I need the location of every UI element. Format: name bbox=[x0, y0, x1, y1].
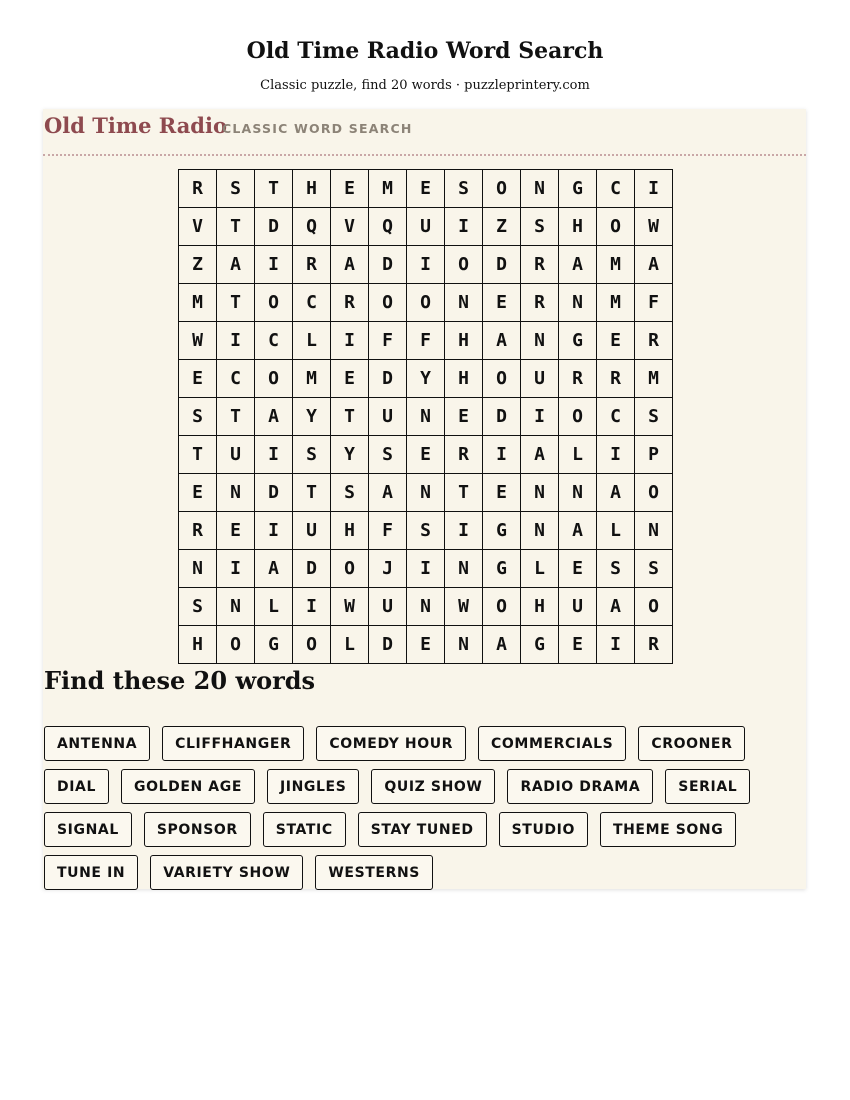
grid-cell[interactable]: H bbox=[521, 588, 559, 626]
grid-cell[interactable]: D bbox=[255, 208, 293, 246]
grid-cell[interactable]: F bbox=[407, 322, 445, 360]
grid-cell[interactable]: H bbox=[293, 170, 331, 208]
grid-cell[interactable]: U bbox=[217, 436, 255, 474]
grid-cell[interactable]: E bbox=[331, 360, 369, 398]
grid-cell[interactable]: V bbox=[179, 208, 217, 246]
grid-cell[interactable]: A bbox=[369, 474, 407, 512]
grid-cell[interactable]: S bbox=[521, 208, 559, 246]
puzzle-card bbox=[43, 109, 806, 889]
grid-cell[interactable]: R bbox=[293, 246, 331, 284]
word-chip: JINGLES bbox=[267, 769, 359, 804]
word-chip: SIGNAL bbox=[44, 812, 132, 847]
grid-cell[interactable]: M bbox=[179, 284, 217, 322]
word-chip: CLIFFHANGER bbox=[162, 726, 304, 761]
grid-cell[interactable]: S bbox=[217, 170, 255, 208]
grid-cell[interactable]: S bbox=[179, 398, 217, 436]
grid-cell[interactable]: R bbox=[331, 284, 369, 322]
brand-subtitle: CLASSIC WORD SEARCH bbox=[222, 121, 413, 136]
grid-cell[interactable]: D bbox=[483, 246, 521, 284]
grid-cell[interactable]: O bbox=[293, 626, 331, 664]
word-chip: STATIC bbox=[263, 812, 346, 847]
word-chip: CROONER bbox=[638, 726, 745, 761]
grid-cell[interactable]: Q bbox=[293, 208, 331, 246]
grid-cell[interactable]: I bbox=[483, 436, 521, 474]
grid-cell[interactable]: A bbox=[597, 588, 635, 626]
grid-cell[interactable]: D bbox=[369, 626, 407, 664]
word-chip: COMMERCIALS bbox=[478, 726, 626, 761]
grid-cell[interactable]: N bbox=[445, 284, 483, 322]
word-chip: SPONSOR bbox=[144, 812, 251, 847]
grid-cell[interactable]: E bbox=[407, 626, 445, 664]
grid-cell[interactable]: A bbox=[483, 322, 521, 360]
grid-cell[interactable]: N bbox=[521, 474, 559, 512]
letter-grid bbox=[178, 169, 673, 664]
grid-cell[interactable]: E bbox=[331, 170, 369, 208]
grid-cell[interactable]: I bbox=[331, 322, 369, 360]
grid-cell[interactable]: A bbox=[559, 512, 597, 550]
card-header bbox=[43, 109, 806, 156]
grid-cell[interactable]: W bbox=[331, 588, 369, 626]
grid-cell[interactable]: I bbox=[407, 550, 445, 588]
word-chip: GOLDEN AGE bbox=[121, 769, 255, 804]
grid-cell[interactable]: E bbox=[445, 398, 483, 436]
word-list-heading: Find these 20 words bbox=[44, 666, 316, 695]
grid-cell[interactable]: N bbox=[521, 170, 559, 208]
grid-cell[interactable]: M bbox=[597, 246, 635, 284]
grid-cell[interactable]: C bbox=[293, 284, 331, 322]
grid-cell[interactable]: T bbox=[293, 474, 331, 512]
grid-cell[interactable]: A bbox=[255, 550, 293, 588]
grid-cell[interactable]: L bbox=[559, 436, 597, 474]
grid-cell[interactable]: R bbox=[179, 170, 217, 208]
page-title: Old Time Radio Word Search bbox=[246, 38, 604, 64]
grid-cell[interactable]: I bbox=[597, 626, 635, 664]
grid-cell[interactable]: I bbox=[521, 398, 559, 436]
grid-cell[interactable]: R bbox=[635, 626, 673, 664]
grid-cell[interactable]: G bbox=[483, 512, 521, 550]
word-chip: VARIETY SHOW bbox=[150, 855, 303, 890]
word-chip: TUNE IN bbox=[44, 855, 138, 890]
grid-cell[interactable]: D bbox=[483, 398, 521, 436]
word-chip: DIAL bbox=[44, 769, 109, 804]
grid-cell[interactable]: Y bbox=[407, 360, 445, 398]
grid-cell[interactable]: A bbox=[597, 474, 635, 512]
grid-cell[interactable]: G bbox=[255, 626, 293, 664]
grid-cell[interactable]: D bbox=[369, 246, 407, 284]
grid-cell[interactable]: O bbox=[559, 398, 597, 436]
word-chip: COMEDY HOUR bbox=[316, 726, 466, 761]
grid-cell[interactable]: T bbox=[217, 398, 255, 436]
grid-cell[interactable]: S bbox=[369, 436, 407, 474]
grid-cell[interactable]: U bbox=[521, 360, 559, 398]
grid-cell[interactable]: I bbox=[255, 512, 293, 550]
word-chip: ANTENNA bbox=[44, 726, 150, 761]
grid-cell[interactable]: Q bbox=[369, 208, 407, 246]
grid-cell[interactable]: F bbox=[369, 512, 407, 550]
grid-cell[interactable]: E bbox=[407, 436, 445, 474]
grid-cell[interactable]: C bbox=[597, 398, 635, 436]
grid-cell[interactable]: O bbox=[407, 284, 445, 322]
grid-cell[interactable]: A bbox=[559, 246, 597, 284]
grid-cell[interactable]: E bbox=[483, 284, 521, 322]
grid-cell[interactable]: G bbox=[559, 322, 597, 360]
grid-cell[interactable]: I bbox=[255, 436, 293, 474]
grid-cell[interactable]: M bbox=[369, 170, 407, 208]
word-chip: THEME SONG bbox=[600, 812, 736, 847]
grid-cell[interactable]: E bbox=[559, 626, 597, 664]
grid-cell[interactable]: H bbox=[559, 208, 597, 246]
grid-cell[interactable]: I bbox=[445, 512, 483, 550]
grid-cell[interactable]: A bbox=[331, 246, 369, 284]
word-chip: WESTERNS bbox=[315, 855, 433, 890]
grid-cell[interactable]: O bbox=[217, 626, 255, 664]
grid-cell[interactable]: O bbox=[445, 246, 483, 284]
grid-cell[interactable]: P bbox=[635, 436, 673, 474]
grid-cell[interactable]: H bbox=[445, 322, 483, 360]
grid-cell[interactable]: A bbox=[483, 626, 521, 664]
grid-cell[interactable]: S bbox=[407, 512, 445, 550]
grid-cell[interactable]: R bbox=[521, 246, 559, 284]
grid-cell[interactable]: E bbox=[559, 550, 597, 588]
grid-cell[interactable]: L bbox=[255, 588, 293, 626]
grid-cell[interactable]: N bbox=[179, 550, 217, 588]
grid-cell[interactable]: M bbox=[597, 284, 635, 322]
grid-cell[interactable]: I bbox=[255, 246, 293, 284]
grid-cell[interactable]: S bbox=[635, 398, 673, 436]
grid-cell[interactable]: W bbox=[179, 322, 217, 360]
grid-cell[interactable]: H bbox=[179, 626, 217, 664]
grid-cell[interactable]: R bbox=[521, 284, 559, 322]
grid-cell[interactable]: I bbox=[217, 322, 255, 360]
grid-cell[interactable]: N bbox=[635, 512, 673, 550]
grid-cell[interactable]: R bbox=[445, 436, 483, 474]
grid-cell[interactable]: O bbox=[635, 474, 673, 512]
word-chip: STAY TUNED bbox=[358, 812, 487, 847]
grid-cell[interactable]: N bbox=[217, 474, 255, 512]
grid-cell[interactable]: U bbox=[293, 512, 331, 550]
grid-cell[interactable]: G bbox=[521, 626, 559, 664]
grid-cell[interactable]: W bbox=[445, 588, 483, 626]
grid-cell[interactable]: N bbox=[407, 398, 445, 436]
grid-cell[interactable]: R bbox=[635, 322, 673, 360]
word-chip: RADIO DRAMA bbox=[507, 769, 653, 804]
grid-cell[interactable]: T bbox=[255, 170, 293, 208]
grid-cell[interactable]: G bbox=[483, 550, 521, 588]
grid-cell[interactable]: J bbox=[369, 550, 407, 588]
grid-cell[interactable]: Z bbox=[483, 208, 521, 246]
grid-cell[interactable]: E bbox=[407, 170, 445, 208]
grid-cell[interactable]: L bbox=[521, 550, 559, 588]
word-chip: QUIZ SHOW bbox=[371, 769, 495, 804]
grid-cell[interactable]: Y bbox=[331, 436, 369, 474]
grid-cell[interactable]: T bbox=[217, 208, 255, 246]
grid-cell[interactable]: E bbox=[217, 512, 255, 550]
grid-cell[interactable]: D bbox=[369, 360, 407, 398]
grid-cell[interactable]: H bbox=[445, 360, 483, 398]
grid-cell[interactable]: I bbox=[635, 170, 673, 208]
word-list bbox=[44, 726, 804, 890]
grid-cell[interactable]: O bbox=[597, 208, 635, 246]
grid-cell[interactable]: S bbox=[293, 436, 331, 474]
word-chip: SERIAL bbox=[665, 769, 750, 804]
grid-cell[interactable]: I bbox=[597, 436, 635, 474]
grid-cell[interactable]: N bbox=[407, 474, 445, 512]
grid-cell[interactable]: O bbox=[635, 588, 673, 626]
grid-cell[interactable]: U bbox=[559, 588, 597, 626]
grid-cell[interactable]: C bbox=[217, 360, 255, 398]
grid-cell[interactable]: U bbox=[369, 588, 407, 626]
page-subtitle: Classic puzzle, find 20 words · puzzleprintery.com bbox=[260, 78, 590, 93]
grid-cell[interactable]: A bbox=[635, 246, 673, 284]
grid-cell[interactable]: F bbox=[635, 284, 673, 322]
grid-cell[interactable]: Y bbox=[293, 398, 331, 436]
grid-cell[interactable]: O bbox=[369, 284, 407, 322]
grid-cell[interactable]: A bbox=[255, 398, 293, 436]
grid-cell[interactable]: N bbox=[407, 588, 445, 626]
grid-cell[interactable]: S bbox=[445, 170, 483, 208]
grid-cell[interactable]: L bbox=[331, 626, 369, 664]
grid-cell[interactable]: A bbox=[217, 246, 255, 284]
grid-cell[interactable]: S bbox=[597, 550, 635, 588]
grid-cell[interactable]: C bbox=[597, 170, 635, 208]
grid-cell[interactable]: R bbox=[559, 360, 597, 398]
word-chip: STUDIO bbox=[499, 812, 588, 847]
grid-cell[interactable]: S bbox=[179, 588, 217, 626]
grid-cell[interactable]: N bbox=[445, 626, 483, 664]
grid-cell[interactable]: F bbox=[369, 322, 407, 360]
grid-cell[interactable]: T bbox=[331, 398, 369, 436]
grid-cell[interactable]: U bbox=[369, 398, 407, 436]
grid-cell[interactable]: W bbox=[635, 208, 673, 246]
grid-cell[interactable]: G bbox=[559, 170, 597, 208]
grid-cell[interactable]: M bbox=[635, 360, 673, 398]
grid-cell[interactable]: I bbox=[445, 208, 483, 246]
grid-cell[interactable]: N bbox=[217, 588, 255, 626]
grid-cell[interactable]: E bbox=[179, 360, 217, 398]
grid-cell[interactable]: E bbox=[483, 474, 521, 512]
grid-cell[interactable]: Z bbox=[179, 246, 217, 284]
grid-cell[interactable]: I bbox=[293, 588, 331, 626]
grid-cell[interactable]: V bbox=[331, 208, 369, 246]
grid-cell[interactable]: C bbox=[255, 322, 293, 360]
grid-cell[interactable]: O bbox=[331, 550, 369, 588]
grid-cell[interactable]: U bbox=[407, 208, 445, 246]
grid-cell[interactable]: N bbox=[559, 474, 597, 512]
grid-cell[interactable]: N bbox=[521, 512, 559, 550]
grid-cell[interactable]: I bbox=[407, 246, 445, 284]
grid-cell[interactable]: O bbox=[483, 360, 521, 398]
grid-cell[interactable]: S bbox=[331, 474, 369, 512]
grid-cell[interactable]: S bbox=[635, 550, 673, 588]
grid-cell[interactable]: O bbox=[255, 284, 293, 322]
grid-cell[interactable]: O bbox=[483, 170, 521, 208]
grid-cell[interactable]: R bbox=[597, 360, 635, 398]
grid-cell[interactable]: E bbox=[597, 322, 635, 360]
grid-cell[interactable]: R bbox=[179, 512, 217, 550]
grid-cell[interactable]: N bbox=[521, 322, 559, 360]
grid-cell[interactable]: D bbox=[293, 550, 331, 588]
grid-cell[interactable]: H bbox=[331, 512, 369, 550]
grid-cell[interactable]: O bbox=[255, 360, 293, 398]
grid-cell[interactable]: N bbox=[559, 284, 597, 322]
grid-cell[interactable]: L bbox=[293, 322, 331, 360]
grid-cell[interactable]: I bbox=[217, 550, 255, 588]
grid-cell[interactable]: O bbox=[483, 588, 521, 626]
grid-cell[interactable]: M bbox=[293, 360, 331, 398]
grid-cell[interactable]: T bbox=[179, 436, 217, 474]
grid-cell[interactable]: T bbox=[445, 474, 483, 512]
grid-cell[interactable]: D bbox=[255, 474, 293, 512]
brand-title: Old Time Radio bbox=[44, 113, 227, 138]
grid-cell[interactable]: E bbox=[179, 474, 217, 512]
grid-cell[interactable]: L bbox=[597, 512, 635, 550]
grid-cell[interactable]: A bbox=[521, 436, 559, 474]
grid-cell[interactable]: T bbox=[217, 284, 255, 322]
grid-cell[interactable]: N bbox=[445, 550, 483, 588]
